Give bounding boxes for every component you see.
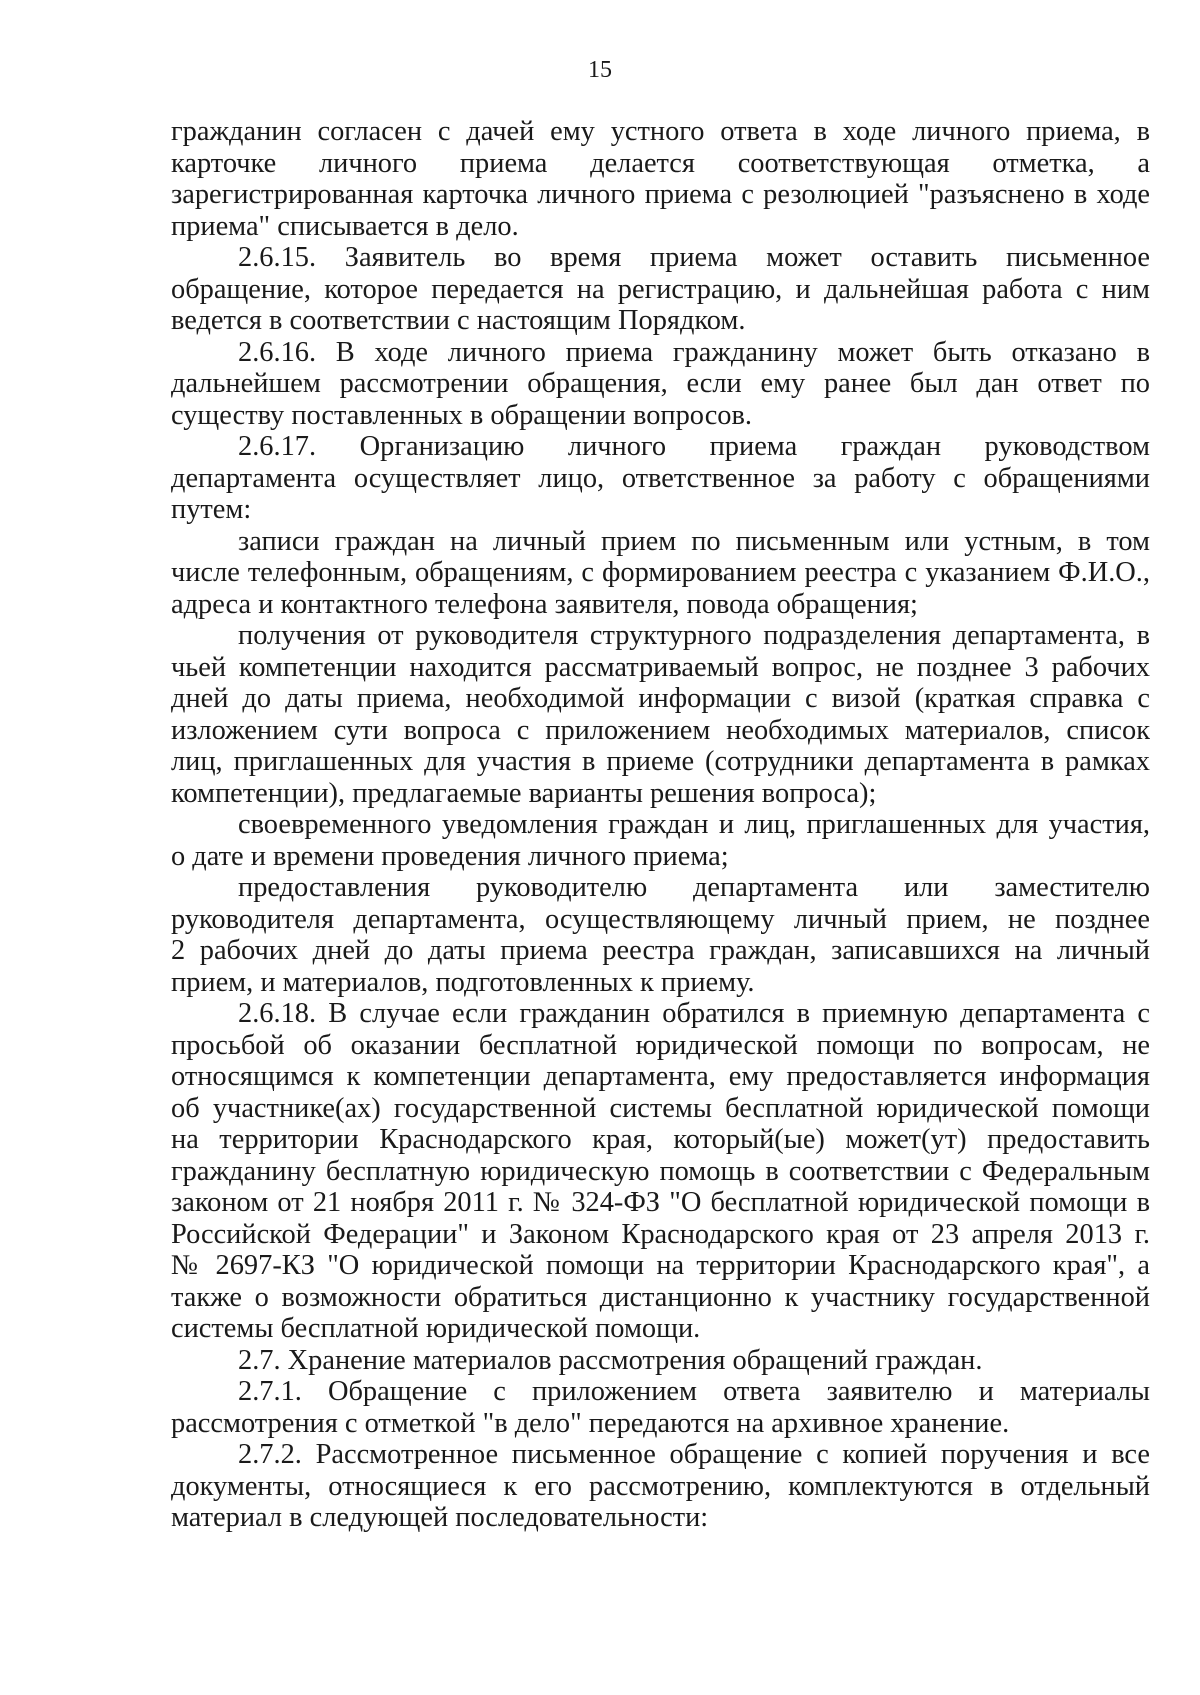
text-line: 2.7. Хранение материалов рассмотрения обращений граждан. <box>238 1344 983 1376</box>
page-number: 15 <box>588 57 612 83</box>
text-line: № 2697-КЗ "О юридической помощи на территории Краснодарского края", а <box>171 1250 1150 1281</box>
text-line: получения от руководителя структурного подразделения департамента, в <box>238 620 1150 651</box>
text-line: дней до даты приема, необходимой информации с визой (краткая справка с <box>171 683 1150 714</box>
text-line: гражданин согласен с дачей ему устного ответа в ходе личного приема, в <box>171 116 1150 147</box>
text-line: 2.6.17. Организацию личного приема граждан руководством <box>238 431 1150 462</box>
text-line: законом от 21 ноября 2011 г. № 324-ФЗ "О бесплатной юридической помощи в <box>171 1187 1150 1218</box>
text-line: зарегистрированная карточка личного приема с резолюцией "разъяснено в ходе <box>171 179 1150 210</box>
text-line: 2.6.18. В случае если гражданин обратился в приемную департамента с <box>238 998 1150 1029</box>
text-line: числе телефонным, обращениям, с формированием реестра с указанием Ф.И.О., <box>171 557 1150 588</box>
text-line: ведется в соответствии с настоящим Порядком. <box>171 305 746 336</box>
text-line: 2.6.16. В ходе личного приема гражданину может быть отказано в <box>238 336 1150 368</box>
text-line: Российской Федерации" и Законом Краснодарского края от 23 апреля 2013 г. <box>171 1218 1150 1250</box>
text-line: своевременного уведомления граждан и лиц, приглашенных для участия, <box>238 809 1150 840</box>
text-line: карточке личного приема делается соответствующая отметка, а <box>171 147 1150 179</box>
text-line: существу поставленных в обращении вопросов. <box>171 399 753 431</box>
text-line: прием, и материалов, подготовленных к приему. <box>171 966 755 998</box>
text-line: изложением сути вопроса с приложением необходимых материалов, список <box>171 714 1150 746</box>
text-line: документы, относящиеся к его рассмотрению, комплектуются в отдельный <box>171 1470 1150 1502</box>
text-line: о дате и времени проведения личного приема; <box>171 840 729 872</box>
text-line: относящимся к компетенции департамента, ему предоставляется информация <box>171 1061 1150 1092</box>
text-line: просьбой об оказании бесплатной юридической помощи по вопросам, не <box>171 1029 1150 1061</box>
text-line: дальнейшем рассмотрении обращения, если ему ранее был дан ответ по <box>171 368 1150 399</box>
text-line: 2.6.15. Заявитель во время приема может оставить письменное <box>238 242 1150 273</box>
text-line: приема" списывается в дело. <box>171 210 519 242</box>
text-line: 2.7.1. Обращение с приложением ответа заявителю и материалы <box>238 1376 1150 1407</box>
text-line: рассмотрения с отметкой "в дело" передаются на архивное хранение. <box>171 1407 1010 1439</box>
text-line: 2 рабочих дней до даты приема реестра граждан, записавшихся на личный <box>171 935 1150 966</box>
text-line: обращение, которое передается на регистрацию, и дальнейшая работа с ним <box>171 273 1150 305</box>
text-line: руководителя департамента, осуществляющему личный прием, не позднее <box>171 903 1150 935</box>
text-line: также о возможности обратиться дистанционно к участнику государственной <box>171 1281 1150 1313</box>
text-line: департамента осуществляет лицо, ответственное за работу с обращениями <box>171 462 1150 494</box>
text-line: гражданину бесплатную юридическую помощь в соответствии с Федеральным <box>171 1155 1150 1187</box>
text-line: чьей компетенции находится рассматриваемый вопрос, не позднее 3 рабочих <box>171 651 1150 683</box>
text-line: лиц, приглашенных для участия в приеме (сотрудники департамента в рамках <box>171 746 1150 777</box>
text-line: адреса и контактного телефона заявителя, повода обращения; <box>171 588 918 620</box>
text-line: предоставления руководителю департамента или заместителю <box>238 872 1150 903</box>
document-body <box>171 116 1150 1534</box>
text-line: на территории Краснодарского края, который(ые) может(ут) предоставить <box>171 1124 1150 1155</box>
text-line: путем: <box>171 494 252 525</box>
text-line: компетенции), предлагаемые варианты решения вопроса); <box>171 777 877 809</box>
text-line: об участнике(ах) государственной системы бесплатной юридической помощи <box>171 1092 1150 1124</box>
text-line: системы бесплатной юридической помощи. <box>171 1313 701 1344</box>
text-line: материал в следующей последовательности: <box>171 1502 709 1533</box>
text-line: записи граждан на личный прием по письменным или устным, в том <box>238 525 1150 557</box>
text-line: 2.7.2. Рассмотренное письменное обращение с копией поручения и все <box>238 1439 1150 1470</box>
